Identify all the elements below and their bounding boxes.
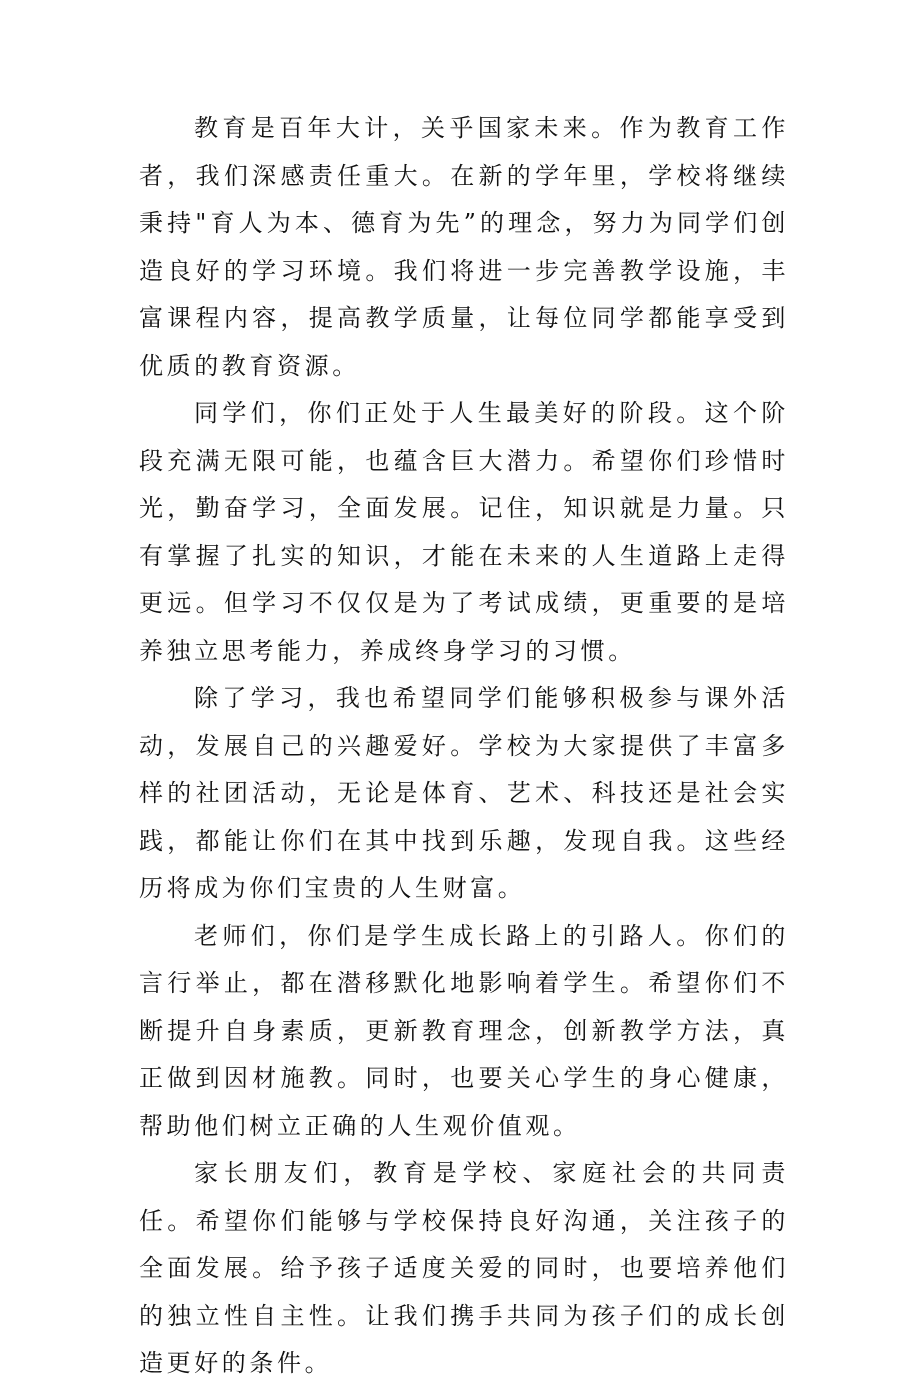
paragraph: 老师们，你们是学生成长路上的引路人。你们的言行举止，都在潜移默化地影响着学生。希望你们不断提升自身素质，更新教育理念，创新教学方法，真正做到因材施教。同时，也要关心学生的身心健康，帮助他们树立正确的人生观价值观。 — [139, 921, 789, 1140]
paragraph: 同学们，你们正处于人生最美好的阶段。这个阶段充满无限可能，也蕴含巨大潜力。希望你们珍惜时光，勤奋学习，全面发展。记住，知识就是力量。只有掌握了扎实的知识，才能在未来的人生道路上走得更远。但学习不仅仅是为了考试成绩，更重要的是培养独立思考能力，养成终身学习的习惯。 — [139, 399, 789, 665]
document-body — [139, 105, 789, 1388]
paragraph: 教育是百年大计，关乎国家未来。作为教育工作者，我们深感责任重大。在新的学年里，学校将继续秉持"育人为本、德育为先”的理念，努力为同学们创造良好的学习环境。我们将进一步完善教学设施，丰富课程内容，提高教学质量，让每位同学都能享受到优质的教育资源。 — [139, 114, 789, 380]
paragraph: 家长朋友们，教育是学校、家庭社会的共同责任。希望你们能够与学校保持良好沟通，关注孩子的全面发展。给予孩子适度关爱的同时，也要培养他们的独立性自主性。让我们携手共同为孩子们的成长创造更好的条件。 — [139, 1159, 789, 1377]
paragraph: 除了学习，我也希望同学们能够积极参与课外活动，发展自己的兴趣爱好。学校为大家提供了丰富多样的社团活动，无论是体育、艺术、科技还是社会实践，都能让你们在其中找到乐趣，发现自我。这些经历将成为你们宝贵的人生财富。 — [139, 684, 789, 902]
